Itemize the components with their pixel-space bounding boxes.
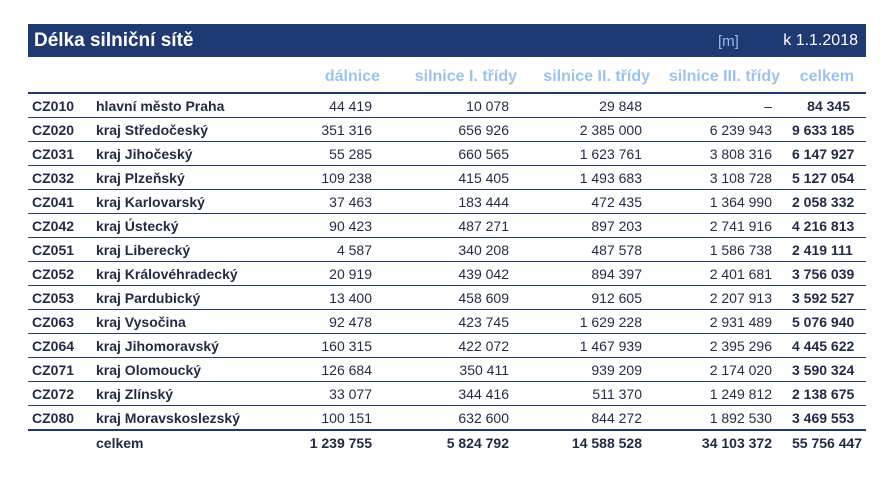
row-total-cell: 3 756 039: [792, 262, 866, 286]
value-cell: 422 072: [392, 334, 529, 358]
total-value-cell: 1 239 755: [276, 430, 392, 454]
value-cell: 439 042: [392, 262, 529, 286]
table-row: [28, 214, 866, 238]
row-total-cell: 6 147 927: [792, 142, 866, 166]
region-code: CZ063: [28, 310, 96, 334]
region-code: CZ031: [28, 142, 96, 166]
value-cell: 1 586 738: [662, 238, 792, 262]
value-cell: 423 745: [392, 310, 529, 334]
value-cell: 511 370: [529, 382, 662, 406]
value-cell: 1 364 990: [662, 190, 792, 214]
region-name: kraj Olomoucký: [96, 358, 276, 382]
value-cell: 44 419: [276, 93, 392, 118]
region-code: CZ032: [28, 166, 96, 190]
region-code: CZ064: [28, 334, 96, 358]
region-name: kraj Liberecký: [96, 238, 276, 262]
value-cell: 3 108 728: [662, 166, 792, 190]
region-code: CZ053: [28, 286, 96, 310]
value-cell: 487 271: [392, 214, 529, 238]
value-cell: 458 609: [392, 286, 529, 310]
value-cell: 1 892 530: [662, 406, 792, 431]
value-cell: 4 587: [276, 238, 392, 262]
value-cell: 126 684: [276, 358, 392, 382]
value-cell: 2 174 020: [662, 358, 792, 382]
region-name: kraj Královéhradecký: [96, 262, 276, 286]
table-row: [28, 406, 866, 431]
table-row: [28, 334, 866, 358]
region-code: CZ041: [28, 190, 96, 214]
value-cell: 912 605: [529, 286, 662, 310]
table-row: [28, 190, 866, 214]
region-code: CZ071: [28, 358, 96, 382]
total-value-cell: 55 756 447: [792, 430, 866, 454]
table-row: [28, 238, 866, 262]
value-cell: 2 931 489: [662, 310, 792, 334]
region-code: CZ020: [28, 118, 96, 142]
region-name: kraj Vysočina: [96, 310, 276, 334]
region-name: kraj Plzeňský: [96, 166, 276, 190]
value-cell: 37 463: [276, 190, 392, 214]
table-row: [28, 358, 866, 382]
value-cell: 1 467 939: [529, 334, 662, 358]
region-name: hlavní město Praha: [96, 93, 276, 118]
row-total-cell: 2 058 332: [792, 190, 866, 214]
region-name: kraj Středočeský: [96, 118, 276, 142]
value-cell: 1 493 683: [529, 166, 662, 190]
page-title: Délka silniční sítě: [34, 30, 194, 51]
unit-label: [m]: [718, 33, 739, 50]
row-total-cell: 84 345: [792, 93, 866, 118]
column-header-row: [28, 62, 866, 93]
value-cell: 2 207 913: [662, 286, 792, 310]
region-code: CZ010: [28, 93, 96, 118]
value-cell: 3 808 316: [662, 142, 792, 166]
value-cell: 656 926: [392, 118, 529, 142]
value-cell: 2 741 916: [662, 214, 792, 238]
value-cell: 2 395 296: [662, 334, 792, 358]
region-name: kraj Zlínský: [96, 382, 276, 406]
region-name: kraj Jihomoravský: [96, 334, 276, 358]
column-header-class-3: silnice III. třídy: [662, 62, 792, 93]
title-bar: [28, 24, 866, 57]
column-header-total: celkem: [792, 62, 866, 93]
region-code: CZ080: [28, 406, 96, 431]
total-row: [28, 430, 866, 454]
row-total-cell: 3 592 527: [792, 286, 866, 310]
region-name: kraj Moravskoslezský: [96, 406, 276, 431]
row-total-cell: 2 419 111: [792, 238, 866, 262]
value-cell: 340 208: [392, 238, 529, 262]
region-name: kraj Jihočeský: [96, 142, 276, 166]
value-cell: 660 565: [392, 142, 529, 166]
column-header-class-2: silnice II. třídy: [529, 62, 662, 93]
value-cell: 351 316: [276, 118, 392, 142]
table-row: [28, 142, 866, 166]
table-row: [28, 382, 866, 406]
value-cell: 939 209: [529, 358, 662, 382]
value-cell: 183 444: [392, 190, 529, 214]
region-code: CZ042: [28, 214, 96, 238]
table-row: [28, 286, 866, 310]
value-cell: 1 623 761: [529, 142, 662, 166]
region-name: kraj Ústecký: [96, 214, 276, 238]
region-name: kraj Karlovarský: [96, 190, 276, 214]
total-code-cell: [28, 430, 96, 454]
value-cell: 55 285: [276, 142, 392, 166]
value-cell: 415 405: [392, 166, 529, 190]
row-total-cell: 4 216 813: [792, 214, 866, 238]
total-value-cell: 14 588 528: [529, 430, 662, 454]
value-cell: 20 919: [276, 262, 392, 286]
value-cell: 632 600: [392, 406, 529, 431]
table-row: [28, 93, 866, 118]
value-cell: 344 416: [392, 382, 529, 406]
road-length-table: [28, 62, 866, 454]
value-cell: 100 151: [276, 406, 392, 431]
value-cell: 472 435: [529, 190, 662, 214]
row-total-cell: 5 127 054: [792, 166, 866, 190]
value-cell: 1 629 228: [529, 310, 662, 334]
value-cell: 894 397: [529, 262, 662, 286]
column-header-name: [96, 62, 276, 93]
region-name: kraj Pardubický: [96, 286, 276, 310]
row-total-cell: 4 445 622: [792, 334, 866, 358]
region-code: CZ052: [28, 262, 96, 286]
value-cell: 897 203: [529, 214, 662, 238]
value-cell: 1 249 812: [662, 382, 792, 406]
value-cell: 33 077: [276, 382, 392, 406]
value-cell: 487 578: [529, 238, 662, 262]
value-cell: 92 478: [276, 310, 392, 334]
row-total-cell: 3 469 553: [792, 406, 866, 431]
total-value-cell: 34 103 372: [662, 430, 792, 454]
value-cell: 2 401 681: [662, 262, 792, 286]
value-cell: 6 239 943: [662, 118, 792, 142]
table-row: [28, 310, 866, 334]
date-label: k 1.1.2018: [783, 32, 858, 49]
value-cell: 10 078: [392, 93, 529, 118]
row-total-cell: 2 138 675: [792, 382, 866, 406]
row-total-cell: 9 633 185: [792, 118, 866, 142]
row-total-cell: 5 076 940: [792, 310, 866, 334]
value-cell: 844 272: [529, 406, 662, 431]
table-row: [28, 262, 866, 286]
region-code: CZ072: [28, 382, 96, 406]
value-cell: –: [662, 93, 792, 118]
value-cell: 90 423: [276, 214, 392, 238]
column-header-code: [28, 62, 96, 93]
table-row: [28, 118, 866, 142]
value-cell: 2 385 000: [529, 118, 662, 142]
value-cell: 109 238: [276, 166, 392, 190]
value-cell: 13 400: [276, 286, 392, 310]
region-code: CZ051: [28, 238, 96, 262]
total-label: celkem: [96, 430, 276, 454]
total-value-cell: 5 824 792: [392, 430, 529, 454]
value-cell: 160 315: [276, 334, 392, 358]
column-header-class-1: silnice I. třídy: [392, 62, 529, 93]
row-total-cell: 3 590 324: [792, 358, 866, 382]
value-cell: 29 848: [529, 93, 662, 118]
table-row: [28, 166, 866, 190]
column-header-highways: dálnice: [276, 62, 392, 93]
value-cell: 350 411: [392, 358, 529, 382]
